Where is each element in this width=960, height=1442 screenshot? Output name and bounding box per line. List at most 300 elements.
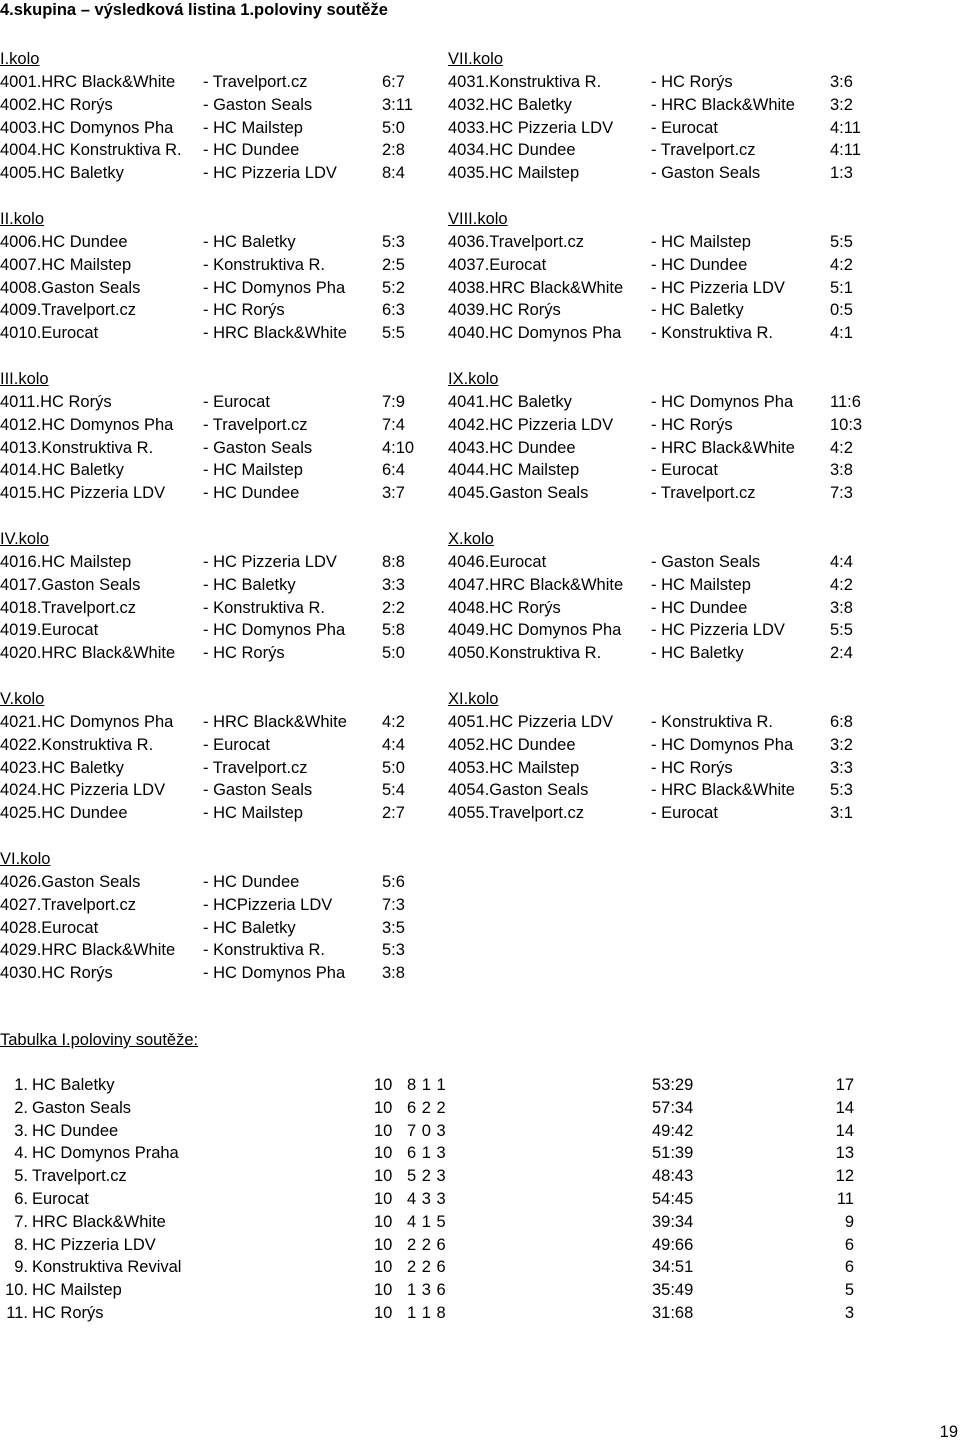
match-score: 5:0	[382, 758, 405, 777]
match-score: 3:11	[382, 95, 413, 114]
standings-team: HC Pizzeria LDV	[32, 1235, 156, 1254]
match-home-team: 4042.HC Pizzeria LDV	[448, 415, 614, 434]
match-row	[448, 779, 878, 802]
match-row	[448, 619, 878, 642]
standings-team: Travelport.cz	[32, 1167, 127, 1186]
standings-rank: 3.	[14, 1121, 28, 1140]
match-away-team: - HRC Black&White	[651, 781, 795, 800]
standings-points: 17	[835, 1076, 854, 1094]
match-score: 5:3	[382, 233, 405, 251]
standings-team: HC Baletky	[32, 1076, 115, 1094]
match-score: 4:4	[830, 553, 853, 571]
match-score: 1:3	[830, 164, 853, 183]
match-away-team: - Travelport.cz	[203, 415, 308, 434]
match-home-team: 4025.HC Dundee	[0, 804, 128, 823]
match-home-team: 4019.Eurocat	[0, 621, 99, 640]
standings-rank: 8.	[14, 1235, 28, 1254]
match-row	[0, 711, 430, 734]
match-score: 4:10	[382, 438, 415, 457]
match-score: 2:4	[830, 644, 853, 663]
standings-rank: 5.	[14, 1167, 28, 1186]
match-away-team: - HC Dundee	[651, 255, 748, 274]
match-score: 5:0	[382, 644, 405, 663]
match-score: 10:3	[830, 415, 863, 434]
match-away-team: - HC Pizzeria LDV	[203, 553, 337, 571]
match-row	[0, 779, 430, 802]
standings-goals: 54:45	[652, 1189, 694, 1208]
match-row	[0, 139, 430, 162]
rounds-column-left	[0, 48, 430, 1008]
match-home-team: 4002.HC Rorýs	[0, 95, 113, 114]
match-home-team: 4026.Gaston Seals	[0, 873, 141, 891]
match-home-team: 4039.HC Rorýs	[448, 301, 561, 320]
match-away-team: - HC Baletky	[651, 644, 744, 663]
match-home-team: 4015.HC Pizzeria LDV	[0, 484, 166, 503]
match-row	[0, 254, 430, 277]
standings-goals: 39:34	[652, 1212, 694, 1231]
match-row	[0, 414, 430, 437]
standings-points: 6	[844, 1258, 854, 1277]
match-score: 4:2	[830, 575, 853, 594]
standings-wdl: 6 1 3	[407, 1144, 446, 1163]
round-block	[0, 688, 430, 848]
match-score: 7:4	[382, 415, 405, 434]
standings-row	[0, 1165, 960, 1188]
match-score: 5:3	[830, 781, 853, 800]
round-heading: III.kolo	[0, 370, 49, 388]
match-home-team: 4009.Travelport.cz	[0, 301, 137, 320]
match-home-team: 4033.HC Pizzeria LDV	[448, 118, 614, 137]
match-score: 8:8	[382, 553, 405, 571]
standings-goals: 53:29	[652, 1076, 694, 1094]
standings-team: HC Domynos Praha	[32, 1144, 179, 1163]
standings-games: 10	[374, 1303, 393, 1322]
match-score: 8:4	[382, 164, 405, 183]
match-score: 3:2	[830, 735, 853, 754]
match-away-team: - HC Rorýs	[651, 73, 733, 91]
standings-heading: Tabulka I.poloviny soutěže:	[0, 1031, 199, 1049]
round-block	[448, 368, 878, 528]
match-score: 6:8	[830, 713, 853, 731]
round-block	[448, 208, 878, 368]
standings-team: Eurocat	[32, 1189, 89, 1208]
match-row	[448, 711, 878, 734]
match-row	[0, 231, 430, 254]
match-score: 5:5	[830, 621, 853, 640]
match-home-team: 4035.HC Mailstep	[448, 164, 580, 183]
round-block	[0, 208, 430, 368]
match-score: 7:3	[830, 484, 853, 503]
match-away-team: - Konstruktiva R.	[203, 255, 325, 274]
standings-row	[0, 1256, 960, 1279]
match-away-team: - HC Mailstep	[203, 461, 303, 480]
match-home-team: 4046.Eurocat	[448, 553, 547, 571]
match-row	[0, 642, 430, 665]
match-home-team: 4052.HC Dundee	[448, 735, 576, 754]
match-row	[448, 391, 878, 414]
standings-rank: 11.	[6, 1303, 28, 1322]
match-score: 5:6	[382, 873, 405, 891]
standings-team: HC Dundee	[32, 1121, 119, 1140]
match-away-team: - HC Rorýs	[203, 644, 285, 663]
standings-wdl: 4 3 3	[407, 1189, 446, 1208]
match-score: 6:7	[382, 73, 405, 91]
match-home-team: 4037.Eurocat	[448, 255, 547, 274]
match-away-team: - Travelport.cz	[651, 484, 756, 503]
match-away-team: - Eurocat	[203, 393, 270, 411]
match-score: 3:7	[382, 484, 405, 503]
round-heading: VIII.kolo	[448, 210, 508, 228]
match-score: 3:8	[830, 461, 853, 480]
round-block	[0, 48, 430, 208]
standings-goals: 34:51	[652, 1258, 694, 1277]
match-home-team: 4044.HC Mailstep	[448, 461, 580, 480]
match-row	[0, 459, 430, 482]
match-home-team: 4001.HRC Black&White	[0, 73, 176, 91]
standings-row	[0, 1279, 960, 1302]
standings-games: 10	[374, 1167, 393, 1186]
match-score: 3:3	[830, 758, 853, 777]
match-away-team: - HC Dundee	[203, 873, 300, 891]
match-score: 3:8	[830, 598, 853, 617]
match-away-team: - Eurocat	[651, 461, 718, 480]
match-row	[448, 299, 878, 322]
standings-row	[0, 1097, 960, 1120]
standings-team: HRC Black&White	[32, 1212, 166, 1231]
match-home-team: 4043.HC Dundee	[448, 438, 576, 457]
match-score: 5:0	[382, 118, 405, 137]
match-row	[448, 117, 878, 140]
match-row	[0, 619, 430, 642]
match-score: 4:11	[830, 118, 861, 137]
standings-points: 13	[835, 1144, 854, 1163]
match-score: 7:3	[382, 895, 405, 914]
match-row	[448, 551, 878, 574]
match-away-team: - Konstruktiva R.	[651, 324, 773, 343]
match-away-team: - Travelport.cz	[203, 73, 308, 91]
match-home-team: 4032.HC Baletky	[448, 95, 572, 114]
standings-row	[0, 1142, 960, 1165]
match-row	[448, 414, 878, 437]
standings-points: 9	[844, 1212, 854, 1231]
match-score: 5:2	[382, 278, 405, 297]
match-away-team: - HC Mailstep	[651, 233, 751, 251]
match-home-team: 4022.Konstruktiva R.	[0, 735, 154, 754]
match-away-team: - HC Rorýs	[651, 758, 733, 777]
round-block	[448, 528, 878, 688]
standings-goals: 57:34	[652, 1098, 694, 1117]
page-number: 19	[939, 1423, 958, 1441]
match-away-team: - HC Baletky	[203, 918, 296, 937]
standings-row	[0, 1234, 960, 1257]
standings-games: 10	[374, 1212, 393, 1231]
match-home-team: 4038.HRC Black&White	[448, 278, 624, 297]
standings-rank: 4.	[14, 1144, 28, 1163]
standings-goals: 51:39	[652, 1144, 694, 1163]
match-away-team: - Konstruktiva R.	[203, 941, 325, 960]
match-home-team: 4053.HC Mailstep	[448, 758, 580, 777]
standings-row	[0, 1074, 960, 1097]
match-away-team: - HC Pizzeria LDV	[651, 621, 785, 640]
match-row	[0, 597, 430, 620]
match-home-team: 4049.HC Domynos Pha	[448, 621, 622, 640]
match-home-team: 4034.HC Dundee	[448, 141, 576, 160]
match-row	[448, 254, 878, 277]
match-home-team: 4048.HC Rorýs	[448, 598, 561, 617]
round-heading: V.kolo	[0, 690, 45, 708]
match-score: 3:2	[830, 95, 853, 114]
match-home-team: 4029.HRC Black&White	[0, 941, 176, 960]
round-heading: VII.kolo	[448, 50, 504, 68]
standings-rank: 7.	[14, 1212, 28, 1231]
round-block	[448, 48, 878, 208]
match-home-team: 4016.HC Mailstep	[0, 553, 132, 571]
match-row	[0, 391, 430, 414]
match-row	[448, 459, 878, 482]
standings-team: Konstruktiva Revival	[32, 1258, 182, 1277]
match-home-team: 4047.HRC Black&White	[448, 575, 624, 594]
match-row	[448, 322, 878, 345]
match-row	[448, 482, 878, 505]
standings-points: 6	[844, 1235, 854, 1254]
match-row	[0, 322, 430, 345]
match-score: 7:9	[382, 393, 405, 411]
standings-goals: 35:49	[652, 1281, 694, 1300]
match-away-team: - HRC Black&White	[203, 713, 347, 731]
standings-row	[0, 1211, 960, 1234]
round-heading: IV.kolo	[0, 530, 49, 548]
match-row	[448, 71, 878, 94]
match-score: 5:4	[382, 781, 405, 800]
round-heading: VI.kolo	[0, 850, 51, 868]
standings-team: Gaston Seals	[32, 1098, 132, 1117]
standings-row	[0, 1302, 960, 1325]
match-home-team: 4004.HC Konstruktiva R.	[0, 141, 182, 160]
match-home-team: 4013.Konstruktiva R.	[0, 438, 154, 457]
standings-points: 12	[835, 1167, 854, 1186]
match-row	[448, 574, 878, 597]
match-score: 4:2	[830, 438, 853, 457]
match-home-team: 4023.HC Baletky	[0, 758, 124, 777]
standings-games: 10	[374, 1258, 393, 1277]
match-home-team: 4017.Gaston Seals	[0, 575, 141, 594]
match-home-team: 4051.HC Pizzeria LDV	[448, 713, 614, 731]
match-away-team: - Gaston Seals	[651, 164, 761, 183]
match-home-team: 4024.HC Pizzeria LDV	[0, 781, 166, 800]
match-away-team: - HC Dundee	[651, 598, 748, 617]
match-away-team: - Travelport.cz	[203, 758, 308, 777]
match-away-team: - HRC Black&White	[651, 95, 795, 114]
match-score: 3:6	[830, 73, 853, 91]
rounds-column-right	[448, 48, 878, 848]
match-away-team: - Konstruktiva R.	[203, 598, 325, 617]
match-row	[448, 139, 878, 162]
match-score: 4:2	[382, 713, 405, 731]
standings-points: 5	[844, 1281, 854, 1300]
standings-goals: 48:43	[652, 1167, 694, 1186]
match-away-team: - HC Domynos Pha	[651, 735, 794, 754]
match-home-team: 4031.Konstruktiva R.	[448, 73, 602, 91]
match-away-team: - Travelport.cz	[651, 141, 756, 160]
match-away-team: - Eurocat	[651, 118, 718, 137]
match-score: 4:1	[830, 324, 853, 343]
standings-goals: 49:42	[652, 1121, 694, 1140]
standings-points: 11	[836, 1189, 854, 1208]
match-away-team: - HC Rorýs	[651, 415, 733, 434]
match-home-team: 4008.Gaston Seals	[0, 278, 141, 297]
match-away-team: - HC Mailstep	[203, 804, 303, 823]
match-away-team: - Gaston Seals	[651, 553, 761, 571]
match-score: 5:3	[382, 941, 405, 960]
standings-games: 10	[374, 1076, 393, 1094]
standings-games: 10	[374, 1189, 393, 1208]
match-away-team: - HC Domynos Pha	[203, 278, 346, 297]
match-score: 0:5	[830, 301, 853, 320]
match-home-team: 4050.Konstruktiva R.	[448, 644, 602, 663]
match-away-team: - HC Baletky	[203, 575, 296, 594]
match-away-team: - HC Rorýs	[203, 301, 285, 320]
round-block	[0, 368, 430, 528]
standings-games: 10	[374, 1121, 393, 1140]
match-home-team: 4006.HC Dundee	[0, 233, 128, 251]
standings-points: 14	[835, 1098, 854, 1117]
match-row	[0, 299, 430, 322]
round-block	[0, 848, 430, 1008]
match-row	[0, 871, 430, 894]
match-home-team: 4003.HC Domynos Pha	[0, 118, 174, 137]
match-home-team: 4005.HC Baletky	[0, 164, 124, 183]
match-row	[448, 231, 878, 254]
match-away-team: - HRC Black&White	[203, 324, 347, 343]
match-away-team: - HC Baletky	[651, 301, 744, 320]
match-row	[0, 939, 430, 962]
round-heading: I.kolo	[0, 50, 40, 68]
match-away-team: - HC Dundee	[203, 484, 300, 503]
match-score: 3:5	[382, 918, 405, 937]
match-away-team: - HC Mailstep	[651, 575, 751, 594]
match-row	[448, 734, 878, 757]
match-home-team: 4054.Gaston Seals	[448, 781, 589, 800]
match-home-team: 4027.Travelport.cz	[0, 895, 137, 914]
match-row	[448, 94, 878, 117]
standings-wdl: 2 2 6	[407, 1258, 446, 1277]
match-row	[448, 597, 878, 620]
match-score: 4:2	[830, 255, 853, 274]
match-home-team: 4012.HC Domynos Pha	[0, 415, 174, 434]
standings-games: 10	[374, 1098, 393, 1117]
standings-goals: 49:66	[652, 1235, 694, 1254]
match-home-team: 4014.HC Baletky	[0, 461, 124, 480]
match-score: 4:11	[830, 141, 861, 160]
match-home-team: 4045.Gaston Seals	[448, 484, 589, 503]
round-heading: X.kolo	[448, 530, 494, 548]
match-score: 2:7	[382, 804, 405, 823]
standings-rank: 2.	[14, 1098, 28, 1117]
match-away-team: - Gaston Seals	[203, 781, 313, 800]
match-score: 3:1	[830, 804, 853, 823]
match-row	[448, 277, 878, 300]
match-away-team: - HC Dundee	[203, 141, 300, 160]
match-score: 2:5	[382, 255, 405, 274]
match-row	[448, 802, 878, 825]
match-home-team: 4010.Eurocat	[0, 324, 99, 343]
match-home-team: 4040.HC Domynos Pha	[448, 324, 622, 343]
match-home-team: 4055.Travelport.cz	[448, 804, 585, 823]
match-away-team: - HCPizzeria LDV	[203, 895, 333, 914]
round-heading: II.kolo	[0, 210, 45, 228]
match-away-team: - Eurocat	[651, 804, 718, 823]
match-row	[0, 962, 430, 985]
match-row	[0, 482, 430, 505]
standings-wdl: 8 1 1	[407, 1076, 446, 1094]
match-row	[0, 162, 430, 185]
match-away-team: - Eurocat	[203, 735, 270, 754]
match-row	[0, 574, 430, 597]
standings-points: 14	[835, 1121, 854, 1140]
standings-wdl: 4 1 5	[407, 1212, 446, 1231]
match-home-team: 4036.Travelport.cz	[448, 233, 585, 251]
match-score: 6:3	[382, 301, 405, 320]
standings-rank: 1.	[14, 1076, 28, 1094]
standings-wdl: 7 0 3	[407, 1121, 446, 1140]
standings-row	[0, 1188, 960, 1211]
standings-team: HC Rorýs	[32, 1303, 104, 1322]
round-block	[0, 528, 430, 688]
match-row	[0, 894, 430, 917]
match-away-team: - HC Domynos Pha	[203, 964, 346, 983]
match-away-team: - HC Baletky	[203, 233, 296, 251]
standings-rank: 6.	[14, 1189, 28, 1208]
match-home-team: 4028.Eurocat	[0, 918, 99, 937]
match-score: 5:1	[830, 278, 853, 297]
match-row	[0, 551, 430, 574]
match-score: 4:4	[382, 735, 405, 754]
match-home-team: 4041.HC Baletky	[448, 393, 572, 411]
match-row	[0, 71, 430, 94]
match-away-team: - HRC Black&White	[651, 438, 795, 457]
standings-team: HC Mailstep	[32, 1281, 122, 1300]
match-home-team: 4030.HC Rorýs	[0, 964, 113, 983]
match-score: 6:4	[382, 461, 405, 480]
standings-wdl: 5 2 3	[407, 1167, 446, 1186]
match-row	[448, 642, 878, 665]
match-score: 3:3	[382, 575, 405, 594]
standings-games: 10	[374, 1144, 393, 1163]
match-home-team: 4018.Travelport.cz	[0, 598, 137, 617]
match-home-team: 4007.HC Mailstep	[0, 255, 132, 274]
match-score: 11:6	[830, 393, 861, 411]
match-score: 5:5	[382, 324, 405, 343]
match-away-team: - HC Domynos Pha	[651, 393, 794, 411]
match-row	[0, 117, 430, 140]
match-score: 5:8	[382, 621, 405, 640]
standings-rows	[0, 1074, 960, 1325]
match-away-team: - HC Mailstep	[203, 118, 303, 137]
match-away-team: - HC Pizzeria LDV	[651, 278, 785, 297]
match-away-team: - HC Pizzeria LDV	[203, 164, 337, 183]
standings-wdl: 2 2 6	[407, 1235, 446, 1254]
match-row	[0, 437, 430, 460]
round-heading: IX.kolo	[448, 370, 499, 388]
standings-games: 10	[374, 1235, 393, 1254]
standings-wdl: 1 3 6	[407, 1281, 446, 1300]
match-score: 2:2	[382, 598, 405, 617]
match-away-team: - Gaston Seals	[203, 95, 313, 114]
standings-goals: 31:68	[652, 1303, 694, 1322]
match-home-team: 4021.HC Domynos Pha	[0, 713, 174, 731]
standings-wdl: 6 2 2	[407, 1098, 446, 1117]
standings-games: 10	[374, 1281, 393, 1300]
